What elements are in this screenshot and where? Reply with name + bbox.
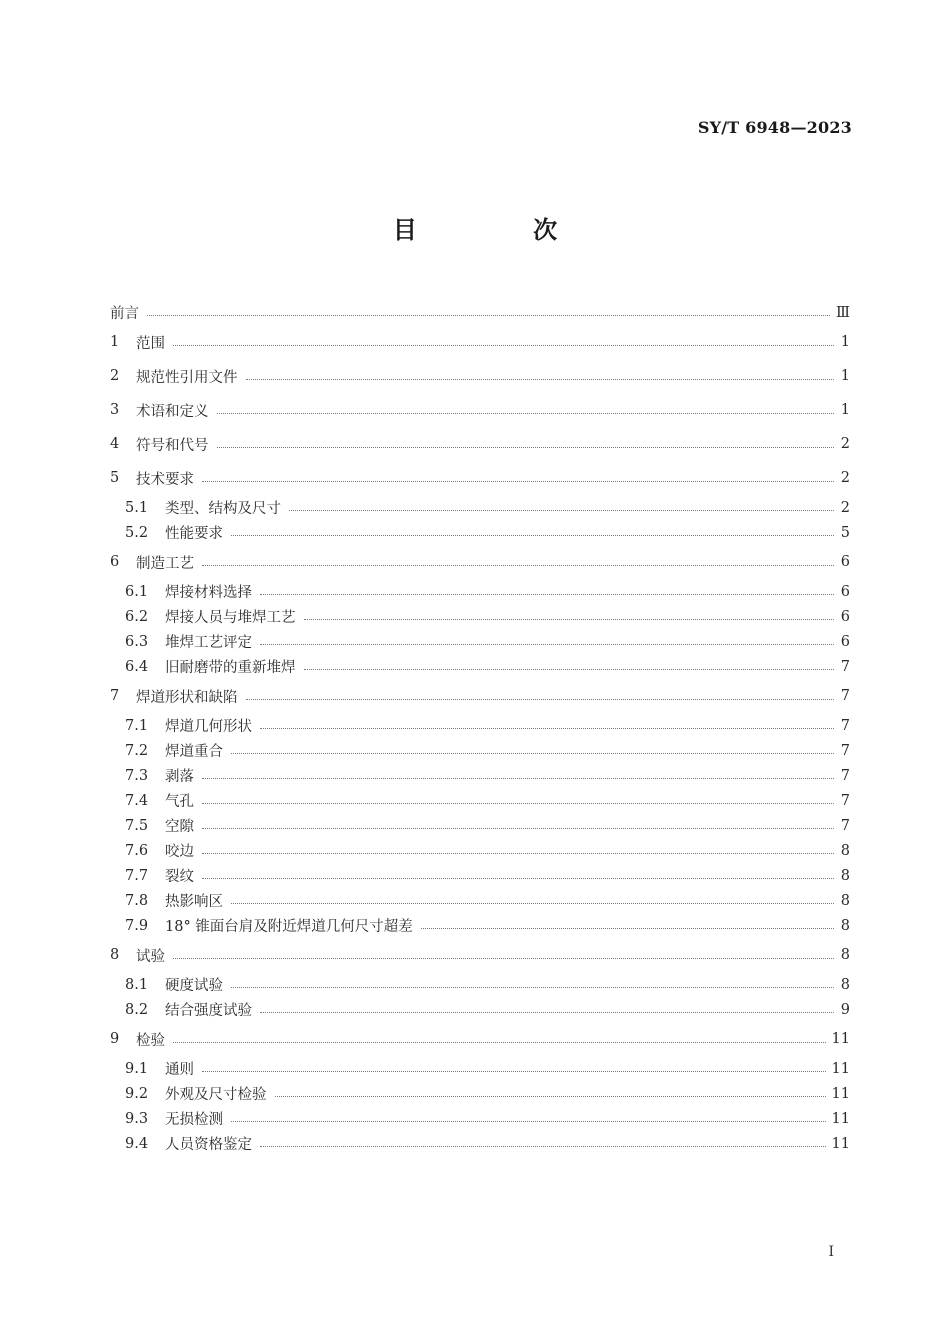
toc-entry-page: 1	[840, 334, 850, 350]
toc-entry-page: 7	[840, 688, 850, 704]
toc-entry-page: 11	[831, 1110, 850, 1127]
toc-entry-title: 18° 锥面台肩及附近焊道几何尺寸超差	[165, 919, 413, 935]
dot-leader	[202, 803, 834, 804]
toc-entry-number: 7.1	[125, 717, 149, 734]
toc-entry-page: 6	[840, 633, 850, 650]
toc-entry-page: 6	[840, 554, 850, 570]
toc-entry-title: 裂纹	[165, 869, 194, 885]
toc-entry-number: 5.1	[125, 499, 149, 516]
toc-entry-number: 2	[110, 368, 120, 384]
dot-leader	[260, 644, 834, 645]
dot-leader	[202, 778, 834, 779]
toc-entry-title: 规范性引用文件	[136, 369, 238, 386]
dot-leader	[217, 447, 835, 448]
dot-leader	[173, 958, 834, 959]
toc-entry-page: 2	[840, 499, 850, 516]
toc-entry-title: 旧耐磨带的重新堆焊	[165, 660, 296, 676]
toc-entry-page: 2	[840, 470, 850, 486]
dot-leader	[147, 315, 830, 316]
toc-entry[interactable]	[110, 813, 850, 838]
toc-entry-number: 7.3	[125, 767, 149, 784]
toc-entry-title: 焊接人员与堆焊工艺	[165, 610, 296, 626]
toc-entry[interactable]	[110, 679, 850, 713]
toc-entry-title: 空隙	[165, 819, 194, 835]
toc-entry[interactable]	[110, 913, 850, 938]
toc-entry-number: 9	[110, 1031, 120, 1047]
toc-entry[interactable]	[110, 545, 850, 579]
toc-entry[interactable]	[110, 654, 850, 679]
dot-leader	[231, 903, 834, 904]
toc-entry-number: 7.6	[125, 842, 149, 859]
dot-leader	[275, 1096, 826, 1097]
toc-entry-title: 外观及尺寸检验	[165, 1087, 267, 1103]
toc-entry-page: 7	[840, 717, 850, 734]
toc-entry-page: 11	[831, 1135, 850, 1152]
dot-leader	[231, 1121, 826, 1122]
toc-entry[interactable]	[110, 579, 850, 604]
toc-entry-number: 4	[110, 436, 120, 452]
toc-entry-number: 6.4	[125, 658, 149, 675]
toc-entry-number: 7.9	[125, 917, 149, 934]
dot-leader	[260, 728, 834, 729]
toc-entry-page: 7	[840, 658, 850, 675]
dot-leader	[202, 565, 834, 566]
toc-entry[interactable]	[110, 495, 850, 520]
toc-entry-number: 6.2	[125, 608, 149, 625]
toc-entry-title: 符号和代号	[136, 437, 209, 454]
dot-leader	[421, 928, 834, 929]
dot-leader	[202, 481, 834, 482]
dot-leader	[304, 669, 835, 670]
toc-entry-page: 11	[831, 1085, 850, 1102]
toc-entry-title: 前言	[110, 306, 139, 322]
toc-entry-title: 硬度试验	[165, 978, 223, 994]
toc-entry-number: 6.3	[125, 633, 149, 650]
toc-entry-number: 9.3	[125, 1110, 149, 1127]
dot-leader	[289, 510, 834, 511]
toc-entry-title: 无损检测	[165, 1112, 223, 1128]
toc-entry-title: 焊道重合	[165, 744, 223, 760]
toc-entry-number: 7.7	[125, 867, 149, 884]
standard-code: SY/T 6948—2023	[697, 118, 852, 137]
toc-entry-title: 剥落	[165, 769, 194, 785]
toc-entry-number: 8	[110, 947, 120, 963]
toc-entry-page: 8	[840, 947, 850, 963]
toc-entry-number: 9.1	[125, 1060, 149, 1077]
toc-entry[interactable]	[110, 1131, 850, 1156]
toc-entry-number: 6	[110, 554, 120, 570]
dot-leader	[202, 878, 834, 879]
toc-entry[interactable]	[110, 838, 850, 863]
toc-entry[interactable]	[110, 713, 850, 738]
toc-entry-number: 7.4	[125, 792, 149, 809]
toc-entry[interactable]	[110, 763, 850, 788]
toc-entry[interactable]	[110, 629, 850, 654]
toc-entry[interactable]	[110, 788, 850, 813]
toc-entry-title: 检验	[136, 1032, 165, 1049]
toc-entry-title: 堆焊工艺评定	[165, 635, 252, 651]
toc-entry[interactable]	[110, 427, 850, 461]
toc-entry-number: 6.1	[125, 583, 149, 600]
dot-leader	[173, 1042, 826, 1043]
toc-title: 目 次	[392, 216, 612, 244]
toc-entry-title: 结合强度试验	[165, 1003, 252, 1019]
toc-entry[interactable]	[110, 938, 850, 972]
toc-entry-page: 6	[840, 583, 850, 600]
toc-entry-title: 类型、结构及尺寸	[165, 501, 281, 517]
toc-entry-page: Ⅲ	[836, 304, 850, 321]
dot-leader	[246, 699, 835, 700]
dot-leader	[304, 619, 835, 620]
toc-entry-title: 术语和定义	[136, 403, 209, 420]
toc-entry-title: 制造工艺	[136, 555, 194, 572]
toc-entry-page: 9	[840, 1001, 850, 1018]
toc-entry-number: 9.4	[125, 1135, 149, 1152]
toc-entry[interactable]	[110, 520, 850, 545]
toc-entry-page: 7	[840, 742, 850, 759]
toc-entry-title: 焊道形状和缺陷	[136, 689, 238, 706]
toc-entry-number: 7.5	[125, 817, 149, 834]
dot-leader	[217, 413, 835, 414]
toc-entry[interactable]	[110, 1022, 850, 1056]
toc-entry-number: 1	[110, 334, 120, 350]
dot-leader	[260, 1146, 826, 1147]
toc-entry-number: 9.2	[125, 1085, 149, 1102]
dot-leader	[231, 987, 834, 988]
toc-entry[interactable]	[110, 863, 850, 888]
toc-entry[interactable]	[110, 888, 850, 913]
dot-leader	[202, 853, 834, 854]
toc-entry[interactable]	[110, 393, 850, 427]
toc-entry[interactable]	[110, 738, 850, 763]
toc-entry-title: 性能要求	[165, 526, 223, 542]
dot-leader	[260, 1012, 834, 1013]
toc-entry-title: 咬边	[165, 844, 194, 860]
toc-entry-title: 范围	[136, 335, 165, 352]
toc-entry-title: 焊接材料选择	[165, 585, 252, 601]
toc-entry-page: 11	[831, 1031, 850, 1047]
toc-entry-page: 7	[840, 792, 850, 809]
toc-entry-number: 3	[110, 402, 120, 418]
toc-entry-page: 1	[840, 402, 850, 418]
dot-leader	[202, 828, 834, 829]
toc-entry-number: 8.2	[125, 1001, 149, 1018]
toc-entry[interactable]	[110, 1056, 850, 1081]
toc-entry-page: 8	[840, 892, 850, 909]
toc-entry-page: 1	[840, 368, 850, 384]
toc-entry[interactable]	[110, 300, 850, 325]
toc-entry[interactable]	[110, 604, 850, 629]
toc-entry-page: 2	[840, 436, 850, 452]
toc-entry-number: 8.1	[125, 976, 149, 993]
table-of-contents	[110, 300, 850, 1156]
toc-entry[interactable]	[110, 461, 850, 495]
toc-entry[interactable]	[110, 997, 850, 1022]
toc-entry[interactable]	[110, 972, 850, 997]
toc-entry-page: 8	[840, 917, 850, 934]
dot-leader	[202, 1071, 826, 1072]
toc-entry-page: 8	[840, 842, 850, 859]
toc-entry-title: 焊道几何形状	[165, 719, 252, 735]
toc-entry-page: 8	[840, 976, 850, 993]
toc-entry-number: 7.2	[125, 742, 149, 759]
toc-entry-page: 6	[840, 608, 850, 625]
toc-entry-title: 技术要求	[136, 471, 194, 488]
dot-leader	[231, 535, 834, 536]
toc-entry-title: 试验	[136, 948, 165, 965]
toc-entry[interactable]	[110, 1081, 850, 1106]
toc-entry-title: 人员资格鉴定	[165, 1137, 252, 1153]
toc-entry-page: 11	[831, 1060, 850, 1077]
toc-entry-number: 7	[110, 688, 120, 704]
toc-entry-title: 通则	[165, 1062, 194, 1078]
dot-leader	[246, 379, 835, 380]
toc-entry[interactable]	[110, 359, 850, 393]
toc-entry-number: 5	[110, 470, 120, 486]
footer-page-number: I	[828, 1244, 834, 1260]
toc-entry-page: 5	[840, 524, 850, 541]
toc-entry[interactable]	[110, 325, 850, 359]
toc-entry-page: 7	[840, 767, 850, 784]
dot-leader	[173, 345, 834, 346]
toc-entry[interactable]	[110, 1106, 850, 1131]
toc-entry-number: 5.2	[125, 524, 149, 541]
toc-entry-page: 7	[840, 817, 850, 834]
toc-entry-page: 8	[840, 867, 850, 884]
toc-entry-number: 7.8	[125, 892, 149, 909]
toc-entry-title: 热影响区	[165, 894, 223, 910]
dot-leader	[260, 594, 834, 595]
dot-leader	[231, 753, 834, 754]
toc-entry-title: 气孔	[165, 794, 194, 810]
